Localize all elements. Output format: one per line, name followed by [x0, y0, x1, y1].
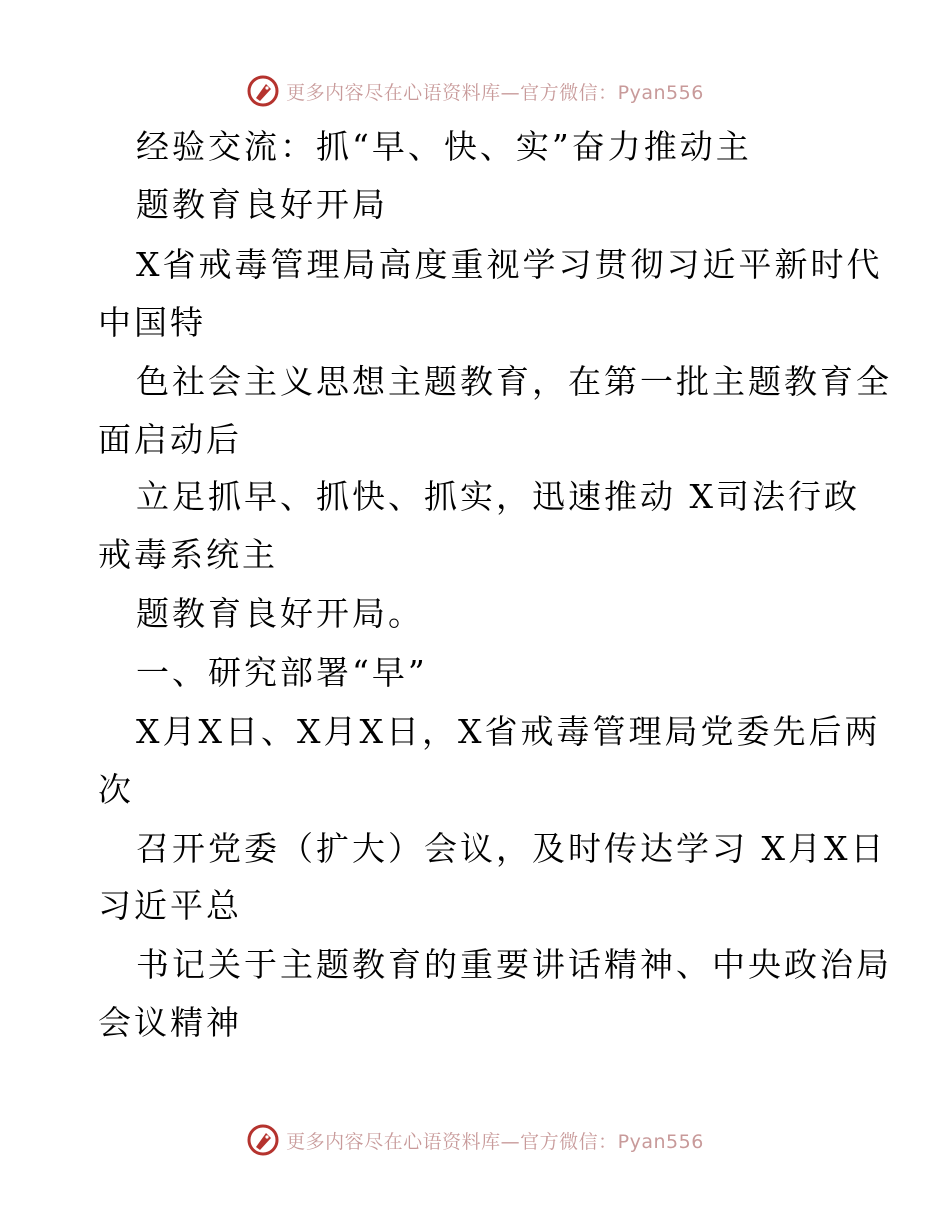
paragraph-line: X省戒毒管理局高度重视学习贯彻习近平新时代 — [136, 245, 883, 284]
paragraph-line: 中国特 — [98, 303, 206, 342]
paragraph-line: 次 — [98, 770, 134, 809]
header-banner — [0, 71, 950, 111]
paragraph-line: 立足抓早、抓快、抓实，迅速推动 X司法行政 — [136, 477, 860, 516]
paragraph-line: 会议精神 — [98, 1003, 242, 1042]
footer-banner-text: 更多内容尽在心语资料库—官方微信：Pyan556 — [286, 1130, 704, 1153]
footer-banner — [0, 1120, 950, 1160]
doc-title-line-1: 经验交流：抓“早、快、实”奋力推动主 — [136, 127, 752, 166]
paragraph-line: 面启动后 — [98, 420, 242, 459]
paragraph-line: X月X日、X月X日，X省戒毒管理局党委先后两 — [136, 712, 881, 751]
doc-title-line-2: 题教育良好开局 — [136, 185, 388, 224]
header-banner-text: 更多内容尽在心语资料库—官方微信：Pyan556 — [286, 81, 704, 104]
paragraph-line: 戒毒系统主 — [98, 535, 278, 574]
paragraph-line: 书记关于主题教育的重要讲话精神、中央政治局 — [136, 945, 892, 984]
paragraph-line: 题教育良好开局。 — [136, 594, 424, 633]
pen-nib-logo-icon — [246, 1123, 280, 1157]
section-heading: 一、研究部署“早” — [136, 653, 428, 692]
paragraph-line: 习近平总 — [98, 886, 242, 925]
pen-nib-logo-icon — [246, 74, 280, 108]
paragraph-line: 色社会主义思想主题教育，在第一批主题教育全 — [136, 362, 892, 401]
paragraph-line: 召开党委（扩大）会议，及时传达学习 X月X日 — [136, 829, 887, 868]
